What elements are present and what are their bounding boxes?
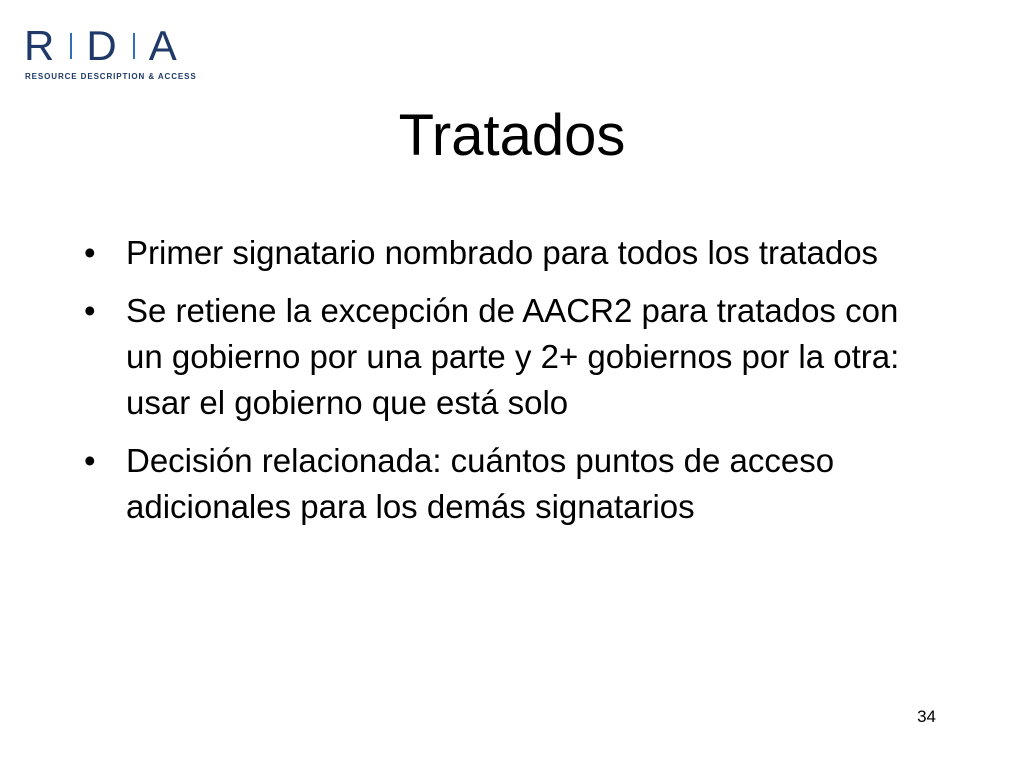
logo-tagline: RESOURCE DESCRIPTION & ACCESS	[25, 72, 197, 81]
bullet-text: Decisión relacionada: cuántos puntos de acceso adicionales para los demás signatarios	[126, 442, 835, 525]
bullet-text: Se retiene la excepción de AACR2 para tratados con un gobierno por una parte y 2+ gobiernos por la otra: usar el gobierno que está solo	[126, 292, 900, 421]
logo-separator	[133, 33, 135, 59]
logo-letter-a: A	[148, 22, 179, 69]
bullet-icon: •	[84, 234, 96, 271]
bullet-icon: •	[84, 292, 96, 329]
bullet-item	[84, 288, 924, 426]
bullet-item	[84, 438, 924, 530]
bullet-icon: •	[84, 442, 96, 479]
logo-letter-d: D	[86, 22, 119, 69]
page-number: 34	[917, 707, 936, 726]
rda-logo-letters	[24, 22, 179, 69]
logo-letter-r: R	[24, 22, 57, 69]
rda-logo	[24, 22, 224, 82]
bullet-text: Primer signatario nombrado para todos los tratados	[126, 234, 879, 271]
slide-title: Tratados	[398, 103, 626, 168]
bullet-item	[84, 230, 924, 276]
logo-separator	[70, 33, 72, 59]
bullet-list	[84, 230, 924, 542]
